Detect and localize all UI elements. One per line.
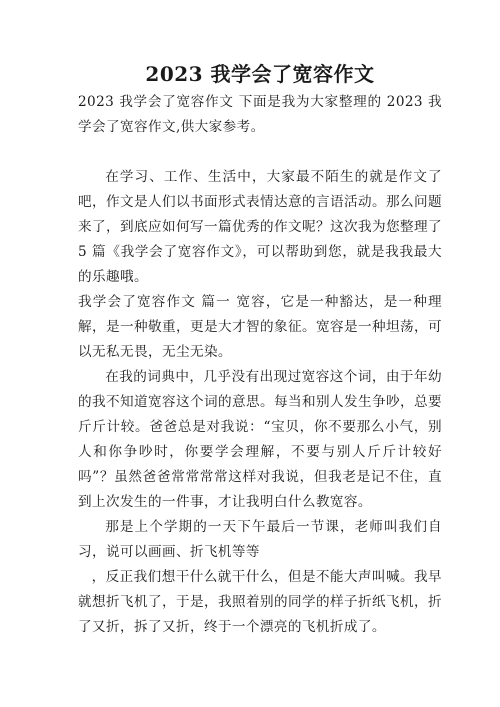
intro-paragraph: 2023 我学会了宽容作文 下面是我为大家整理的 2023 我学会了宽容作文,供大家参考。 (78, 94, 442, 135)
body-paragraph: ，反正我们想干什么就干什么，但是不能大声叫喊。我早就想折飞机了，于是，我照着别的同学的样子折纸飞机，折了又折，拆了又折，终于一个漂亮的飞机折成了。 (78, 569, 442, 635)
body-paragraph: 在我的词典中，几乎没有出现过宽容这个词，由于年幼的我不知道宽容这个词的意思。每当和别人发生争吵，总要斤斤计较。爸爸总是对我说：“宝贝，你不要那么小气，别人和你争吵时，你要学会理解，不要与别人斤斤计较好吗”？虽然爸爸常常常常这样对我说，但我老是记不住，直到上次发生的一件事，才让我明白什么教宽容。 (78, 369, 442, 510)
body-paragraph: 在学习、工作、生活中，大家最不陌生的就是作文了吧，作文是人们以书面形式表情达意的言语活动。那么问题来了，到底应如何写一篇优秀的作文呢？这次我为您整理了 5 篇《我学会了宽容作文》，可以帮助到您，就是我我最大的乐趣哦。 (78, 169, 442, 285)
essay-one-opening: 我学会了宽容作文 篇一 宽容，它是一种豁达，是一种理解，是一种敬重，更是大才智的象征。宽容是一种坦荡，可以无私无畏，无尘无染。 (78, 294, 442, 360)
body-paragraph: 那是上个学期的一天下午最后一节课，老师叫我们自习，说可以画画、折飞机等等 (78, 519, 442, 560)
paragraph-gap (78, 140, 442, 165)
document-title: 2023 我学会了宽容作文 (145, 62, 375, 86)
